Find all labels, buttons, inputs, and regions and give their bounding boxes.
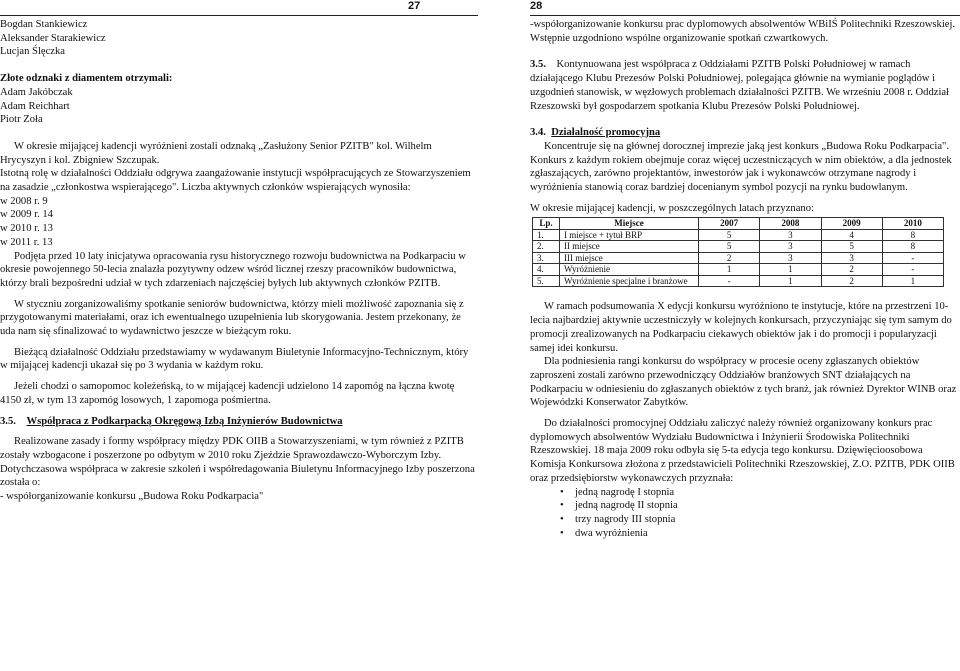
table-cell: - — [882, 264, 943, 276]
paragraph-members: Istotną rolę w działalności Oddziału odgrywa zaangażowanie instytucji współpracujących ze Stowarzyszeniem na zasadzie „członkostwa wspierającego". Liczba aktywnych członków wspierających wynosiła: — [0, 168, 471, 194]
table-cell: 4. — [533, 264, 560, 276]
paragraph-promotion: Koncentruje się na głównej dorocznej imprezie jaką jest konkurs „Budowa Roku Podkarpacia". Konkurs z każdym rokiem obejmuje coraz więcej uczestniczących w nim obiektów, a dla jednostek zgłaszających, zarówno projektantów, inwestorów jak i wykonawców otrzymane nagrody i wyróżnienia stanowią coraz bardziej docenianym symbol pozycji na rynku budowlanym. — [530, 140, 952, 194]
table-header-cell: 2008 — [760, 218, 821, 230]
section-heading-promotion — [530, 126, 960, 140]
table-cell: Wyróżnienie specjalne i branżowe — [560, 275, 699, 287]
section-title: Współpraca z Podkarpacką Okręgową Izbą Inżynierów Budownictwa — [26, 415, 343, 427]
diamond-heading: Złote odznaki z diamentem otrzymali: — [0, 73, 173, 85]
table-cell: 1 — [760, 275, 821, 287]
paragraph-loans: Jeżeli chodzi o samopomoc koleżeńską, to w mijającej kadencji udzielono 14 zapomóg na łączna kwotę 4150 zł, w tym 13 zapomóg losowych, 1 zapomoga pośmiertna. — [0, 381, 455, 406]
paragraph-joint: Dotychczasowa współpraca w zakresie szkoleń i współredagowania Biuletynu Informacyjnego Izby poszerzona została o: — [0, 463, 475, 489]
section-number: 3.5. — [530, 59, 546, 71]
right-page-column — [530, 18, 960, 540]
paragraph-january: W styczniu zorganizowaliśmy spotkanie seniorów budownictwa, którzy mieli możliwość zapoznania się z przygotowanymi materiałami, oraz ich ewentualnego uzupełnienia lub skorygowania. Jestem przekonany, że uda nam się sfinalizować to wydawnictwo jeszcze w bieżącym roku. — [0, 298, 464, 338]
table-header-cell: Lp. — [533, 218, 560, 230]
paragraph-history: Podjęta przed 10 laty inicjatywa opracowania rysu historycznego rozwoju budownictwa na Podkarpaciu w okresie powojennego 50-lecia znalazła pozytywny odzew wśród licznej rzeszy pracowników budownictwa, którzy brali bezpośredni udział w tych zdarzeniach najczęściej byłych lub aktywnych członków PZITB. — [0, 250, 466, 289]
table-cell: 2 — [821, 264, 882, 276]
header-rule-left — [0, 15, 478, 16]
paragraph-honored: W okresie mijającej kadencji wyróżnieni zostali odznaką „Zasłużony Senior PZITB" kol. Wilhelm Hrycyszyn i kol. Zbigniew Szczupak. — [0, 140, 432, 166]
table-cell: 5 — [699, 229, 760, 241]
section-title: Działalność promocyjna — [551, 127, 661, 139]
diamond-name: Adam Reichhart — [0, 100, 70, 112]
table-header-cell: 2007 — [699, 218, 760, 230]
table-cell: 8 — [882, 229, 943, 241]
member-count: w 2011 r. 13 — [0, 236, 53, 248]
table-cell: Wyróżnienie — [560, 264, 699, 276]
table-header-row — [533, 218, 944, 230]
diamond-name: Adam Jakóbczak — [0, 86, 73, 98]
list-item: • jedną nagrodę II stopnia — [530, 499, 960, 513]
author-name: Aleksander Starakiewicz — [0, 32, 106, 44]
table-caption: W okresie mijającej kadencji, w poszczególnych latach przyznano: — [530, 202, 814, 214]
member-count: w 2010 r. 13 — [0, 223, 53, 235]
table-cell: 1 — [760, 264, 821, 276]
section-south-poland — [530, 58, 960, 113]
paragraph-continued-2: Wstępnie uzgodniono wspólne organizowanie spotkań czwartkowych. — [530, 32, 829, 44]
list-item: • trzy nagrody III stopnia — [530, 513, 960, 527]
table-cell: 2 — [699, 252, 760, 264]
table-header-cell: Miejsce — [560, 218, 699, 230]
table-cell: - — [699, 275, 760, 287]
table-cell: 1 — [882, 275, 943, 287]
member-count: w 2009 r. 14 — [0, 209, 53, 221]
table-cell: 5. — [533, 275, 560, 287]
paragraph-continued: -współorganizowanie konkursu prac dyplomowych absolwentów WBiIŚ Politechniki Rzeszowskiej. — [530, 19, 956, 30]
table-cell: 3 — [760, 229, 821, 241]
section-text: Kontynuowana jest współpraca z Oddziałami PZITB Polski Południowej w ramach działającego Klubu Prezesów Polski Południowej, polegająca głównie na wymianie poglądów i uzgodnień stanowisk, w węzłowych problemach działalności PZITB. We wrześniu 2008 r. Oddział Rzeszowski był gospodarzem spotkania Klubu Prezesów Polski Południowej. — [530, 59, 950, 112]
page-number-right: 28 — [530, 0, 543, 12]
paragraph-jury: Dla podniesienia rangi konkursu do współpracy w procesie oceny zgłaszanych obiektów zaproszeni zostali zarówno przewodniczący Oddziałów branżowych SNT działających na Podkarpaciu w odniesieniu do zgłaszanych obiektów z tych branż, jak również Dyrektor WINB oraz Wojewódzki Konserwator Zabytków. — [530, 356, 957, 409]
table-row — [533, 241, 944, 253]
author-name: Lucjan Ślęczka — [0, 46, 66, 58]
section-heading-cooperation — [0, 415, 478, 429]
table-cell: 8 — [882, 241, 943, 253]
section-number: 3.4. — [530, 127, 546, 139]
paragraph-summary: W ramach podsumowania X edycji konkursu wyróżniono te instytucje, które na przestrzeni 10-lecia najbardziej aktywnie uczestniczyły w kolejnych konkursach, przyczyniając się tym samym do promocji zrealizowanych na Podkarpaciu ciekawych obiektów jak i do promocji i popularyzacji samej idei konkursu. — [530, 301, 952, 354]
table-row — [533, 264, 944, 276]
table-cell: II miejsce — [560, 241, 699, 253]
left-page-column — [0, 18, 478, 504]
table-cell: 2. — [533, 241, 560, 253]
header-rule-right — [530, 15, 960, 16]
table-cell: 5 — [699, 241, 760, 253]
table-cell: 1. — [533, 229, 560, 241]
table-cell: 3. — [533, 252, 560, 264]
table-row — [533, 275, 944, 287]
paragraph-bulletin: Bieżącą działalność Oddziału przedstawiamy w wydawanym Biuletynie Informacyjno-Technicznym, który w mijającej kadencji ukazał się po 3 wydania w każdym roku. — [0, 346, 469, 372]
table-cell: 5 — [821, 241, 882, 253]
table-header-cell: 2010 — [882, 218, 943, 230]
table-cell: 3 — [760, 241, 821, 253]
table-cell: 2 — [821, 275, 882, 287]
paragraph-diploma: Do działalności promocyjnej Oddziału zaliczyć należy również organizowany konkurs prac dyplomowych absolwentów Wydziału Budownictwa i Inżynierii Środowiska Politechniki Rzeszowskiej. 18 maja 2009 roku odbyła się 5-ta edycja tego konkursu. Dzięwięcioosobowa Komisja Konkursowa złożona z przedstawicieli Politechniki Rzeszowskiej, Z.O. PZITB, PDK OIIB oraz przedsiębiorstw wykonawczych przyznała: — [530, 418, 955, 484]
author-name: Bogdan Stankiewicz — [0, 19, 88, 30]
table-cell: 1 — [699, 264, 760, 276]
table-row — [533, 229, 944, 241]
table-cell: 4 — [821, 229, 882, 241]
table-cell: III miejsce — [560, 252, 699, 264]
table-cell: 3 — [760, 252, 821, 264]
list-item: • jedną nagrodę I stopnia — [530, 486, 960, 500]
member-count: w 2008 r. 9 — [0, 195, 48, 207]
table-header-cell: 2009 — [821, 218, 882, 230]
paragraph-joint-item: - współorganizowanie konkursu „Budowa Roku Podkarpacia" — [0, 491, 264, 503]
table-cell: 3 — [821, 252, 882, 264]
list-item: • dwa wyróżnienia — [530, 527, 960, 541]
section-number: 3.5. — [0, 415, 16, 427]
paragraph-cooperation: Realizowane zasady i formy współpracy między PDK OIIB a Stowarzyszeniami, w tym również z PZITB zostały wzbogacone i poszerzone po odbytym w 2010 roku Zjeździe Sprawozdawczo-Wyborczym Izby. — [0, 436, 464, 461]
awards-table — [532, 217, 944, 287]
diamond-name: Piotr Zoła — [0, 114, 43, 126]
page-number-left: 27 — [408, 0, 421, 12]
table-cell: I miejsce + tytuł BRP — [560, 229, 699, 241]
table-cell: - — [882, 252, 943, 264]
table-row — [533, 252, 944, 264]
awards-list — [530, 486, 960, 541]
